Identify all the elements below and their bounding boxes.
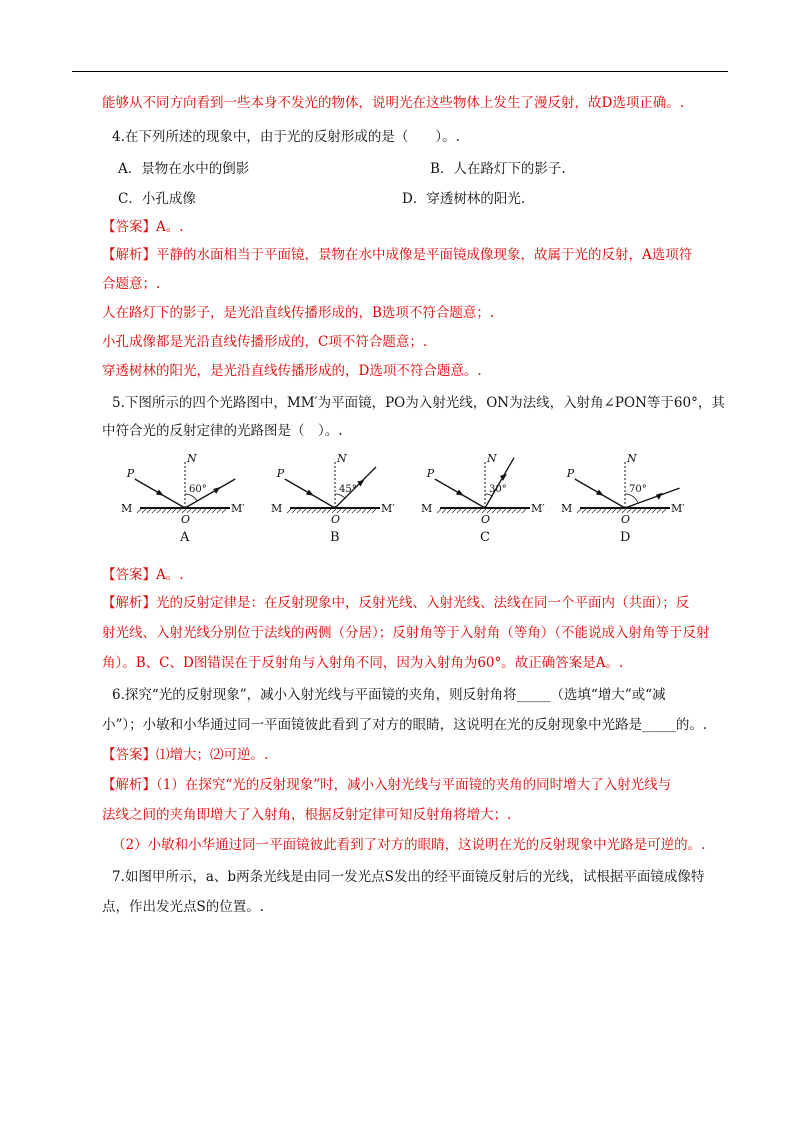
panel-d-hatch — [597, 509, 601, 513]
header-rule — [72, 71, 728, 72]
panel-b-hatch — [367, 509, 371, 513]
panel-b-hatch — [302, 509, 306, 513]
panel-c-hatch — [437, 509, 441, 513]
q5-light-path-figure — [121, 452, 710, 545]
q4-analysis-line-2: 合题意；. — [102, 276, 161, 292]
q5-analysis-line-3: 角）。B、C、D图错误在于反射角与入射角不同，因为入射角为60°。故正确答案是A。. — [102, 655, 624, 671]
q6-stem-line-1: 6.探究“光的反射现象”，减小入射光线与平面镜的夹角，则反射角将_____（选填“增大”或“减 — [112, 687, 666, 703]
panel-d-hatch — [602, 509, 606, 513]
analysis-tag: 【解析】 — [102, 777, 156, 793]
answer-value: A。. — [156, 219, 184, 235]
panel-c-hatch — [492, 509, 496, 513]
answer-value: A。. — [156, 567, 184, 583]
q5-analysis-line-2: 射光线、入射光线分别位于法线的两侧（分居）；反射角等于入射角（等角）（不能说成入射角等于反射 — [102, 625, 710, 641]
panel-d-hatch — [647, 509, 651, 513]
q7-stem-line-1: 7.如图甲所示，a、b两条光线是由同一发光点S发出的经平面镜反射后的光线，试根据平面镜成像特 — [112, 869, 705, 885]
panel-d-hatch — [592, 509, 596, 513]
q5-answer — [102, 566, 184, 584]
panel-a-hatch — [217, 509, 221, 513]
panel-d-label-mprime: M′ — [671, 502, 685, 515]
panel-b-hatch — [362, 509, 366, 513]
panel-c-hatch — [447, 509, 451, 513]
panel-b-hatch — [317, 509, 321, 513]
q4-option-a: A．景物在水中的倒影 — [118, 161, 250, 177]
panel-c-hatch — [502, 509, 506, 513]
panel-d-label-p: P — [566, 467, 575, 480]
panel-c-reflected-ray — [485, 458, 514, 508]
light-path-diagrams — [121, 452, 710, 545]
panel-a-hatch — [172, 509, 176, 513]
panel-a-hatch — [212, 509, 216, 513]
panel-b-hatch — [322, 509, 326, 513]
analysis-tag: 【解析】 — [102, 595, 156, 611]
panel-a-angle-arc — [185, 494, 197, 501]
analysis-text: 平静的水面相当于平面镜，景物在水中成像是平面镜成像现象，故属于光的反射，A选项符 — [156, 247, 693, 263]
panel-c-hatch — [472, 509, 476, 513]
panel-a-reflected-arrow — [213, 487, 220, 494]
panel-d-angle-arc — [625, 494, 638, 503]
panel-b-hatch — [312, 509, 316, 513]
panel-a-label-m: M — [121, 502, 133, 515]
panel-c-hatch — [452, 509, 456, 513]
panel-c-hatch — [522, 509, 526, 513]
q6-analysis-line-1 — [102, 776, 671, 794]
panel-c-hatch — [442, 509, 446, 513]
q5-stem-line-2: 中符合光的反射定律的光路图是（ ）。. — [102, 423, 343, 439]
answer-tag: 【答案】 — [102, 747, 156, 763]
panel-a-letter: A — [180, 530, 190, 545]
q7-stem-line-2: 点，作出发光点S的位置。. — [102, 899, 265, 915]
answer-value: ⑴增大；⑵可逆。. — [156, 747, 269, 763]
panel-b-incident-arrow — [306, 490, 314, 496]
panel-b-hatch — [287, 509, 291, 513]
panel-a-hatch — [142, 509, 146, 513]
q6-stem-line-2: 小”）；小敏和小华通过同一平面镜彼此看到了对方的眼睛，这说明在光的反射现象中光路是_____的。. — [102, 717, 708, 733]
panel-a-label-o: O — [181, 513, 191, 526]
panel-b-hatch — [297, 509, 301, 513]
panel-d-label-o: O — [621, 513, 631, 526]
q4-answer — [102, 218, 184, 236]
panel-b-hatch — [357, 509, 361, 513]
panel-b-label-o: O — [331, 513, 341, 526]
q6-answer — [102, 746, 268, 764]
panel-c-angle-label: 30° — [489, 484, 507, 495]
q5-stem-line-1: 5.下图所示的四个光路图中，MM′为平面镜，PO为入射光线，ON为法线，入射角∠PON等于60°，其 — [112, 395, 725, 411]
panel-a-label-n: N — [187, 452, 197, 465]
panel-d-hatch — [582, 509, 586, 513]
panel-b-reflected-arrow — [357, 480, 364, 487]
panel-a-hatch — [192, 509, 196, 513]
q4-option-b: B．人在路灯下的影子. — [430, 161, 566, 177]
panel-d-hatch — [652, 509, 656, 513]
q4-analysis-line-3: 人在路灯下的影子，是光沿直线传播形成的，B选项不符合题意；. — [102, 305, 495, 321]
analysis-tag: 【解析】 — [102, 247, 156, 263]
panel-c-hatch — [507, 509, 511, 513]
panel-b-label-p: P — [276, 467, 285, 480]
panel-b-hatch — [292, 509, 296, 513]
panel-b-hatch — [307, 509, 311, 513]
panel-d-letter: D — [620, 530, 631, 545]
q4-analysis-line-5: 穿透树林的阳光，是光沿直线传播形成的，D选项不符合题意。. — [102, 363, 482, 379]
panel-d-hatch — [577, 509, 581, 513]
panel-d-hatch — [632, 509, 636, 513]
panel-b-label-m: M — [271, 502, 283, 515]
panel-c-incident-arrow — [456, 490, 464, 496]
panel-a-label-p: P — [126, 467, 135, 480]
q6-analysis-line-2: 法线之间的夹角即增大了入射角，根据反射定律可知反射角将增大；. — [102, 807, 512, 823]
panel-b-hatch — [342, 509, 346, 513]
panel-b-hatch — [352, 509, 356, 513]
panel-a-incident-arrow — [156, 490, 164, 496]
q4-stem: 4.在下列所述的现象中，由于光的反射形成的是（ ）。. — [112, 129, 460, 145]
panel-d-reflected-arrow — [656, 493, 663, 500]
panel-a-hatch — [147, 509, 151, 513]
panel-a-hatch — [197, 509, 201, 513]
panel-a-hatch — [137, 509, 141, 513]
panel-c-label-mprime: M′ — [531, 502, 545, 515]
q4-option-c: C．小孔成像 — [118, 191, 196, 207]
panel-d-hatch — [662, 509, 666, 513]
intro-answer-text: 能够从不同方向看到一些本身不发光的物体，说明光在这些物体上发生了漫反射，故D选项正确。. — [102, 95, 685, 111]
panel-c-label-n: N — [487, 452, 497, 465]
q4-analysis-line-1 — [102, 246, 692, 264]
panel-d-hatch — [637, 509, 641, 513]
panel-c-hatch — [497, 509, 501, 513]
panel-c-letter: C — [480, 530, 490, 545]
answer-tag: 【答案】 — [102, 219, 156, 235]
panel-c-hatch — [462, 509, 466, 513]
panel-d-angle-label: 70° — [629, 484, 647, 495]
panel-d-hatch — [642, 509, 646, 513]
panel-a-hatch — [167, 509, 171, 513]
panel-d-incident-arrow — [596, 490, 604, 496]
answer-tag: 【答案】 — [102, 567, 156, 583]
q4-analysis-line-4: 小孔成像都是光沿直线传播形成的，C项不符合题意；. — [102, 334, 428, 350]
panel-b-letter: B — [330, 530, 340, 545]
panel-c-label-o: O — [481, 513, 491, 526]
panel-a-hatch — [222, 509, 226, 513]
panel-c-label-m: M — [421, 502, 433, 515]
panel-d-label-n: N — [627, 452, 637, 465]
panel-b-angle-label: 45° — [339, 484, 357, 495]
q5-analysis-line-1 — [102, 594, 689, 612]
panel-b-label-n: N — [337, 452, 347, 465]
panel-a-angle-label: 60° — [189, 484, 207, 495]
panel-d-hatch — [607, 509, 611, 513]
panel-c-hatch — [512, 509, 516, 513]
panel-b-label-mprime: M′ — [381, 502, 395, 515]
panel-c-hatch — [517, 509, 521, 513]
panel-a-hatch — [207, 509, 211, 513]
panel-d-hatch — [657, 509, 661, 513]
panel-d-label-m: M — [561, 502, 573, 515]
panel-a-label-mprime: M′ — [231, 502, 245, 515]
panel-d-hatch — [612, 509, 616, 513]
panel-d-hatch — [587, 509, 591, 513]
panel-c-hatch — [457, 509, 461, 513]
panel-b-hatch — [372, 509, 376, 513]
panel-a-hatch — [202, 509, 206, 513]
panel-c-hatch — [467, 509, 471, 513]
panel-b-hatch — [347, 509, 351, 513]
panel-a-hatch — [157, 509, 161, 513]
panel-a-hatch — [162, 509, 166, 513]
analysis-text: 光的反射定律是：在反射现象中，反射光线、入射光线、法线在同一个平面内（共面）；反 — [156, 595, 690, 611]
analysis-text: （1）在探究“光的反射现象”时，减小入射光线与平面镜的夹角的同时增大了入射光线与 — [156, 777, 672, 793]
panel-c-label-p: P — [426, 467, 435, 480]
panel-a-hatch — [152, 509, 156, 513]
q4-option-d: D．穿透树林的阳光. — [402, 191, 526, 207]
q6-analysis-line-3: （2）小敏和小华通过同一平面镜彼此看到了对方的眼睛，这说明在光的反射现象中光路是可逆的。. — [112, 837, 706, 853]
